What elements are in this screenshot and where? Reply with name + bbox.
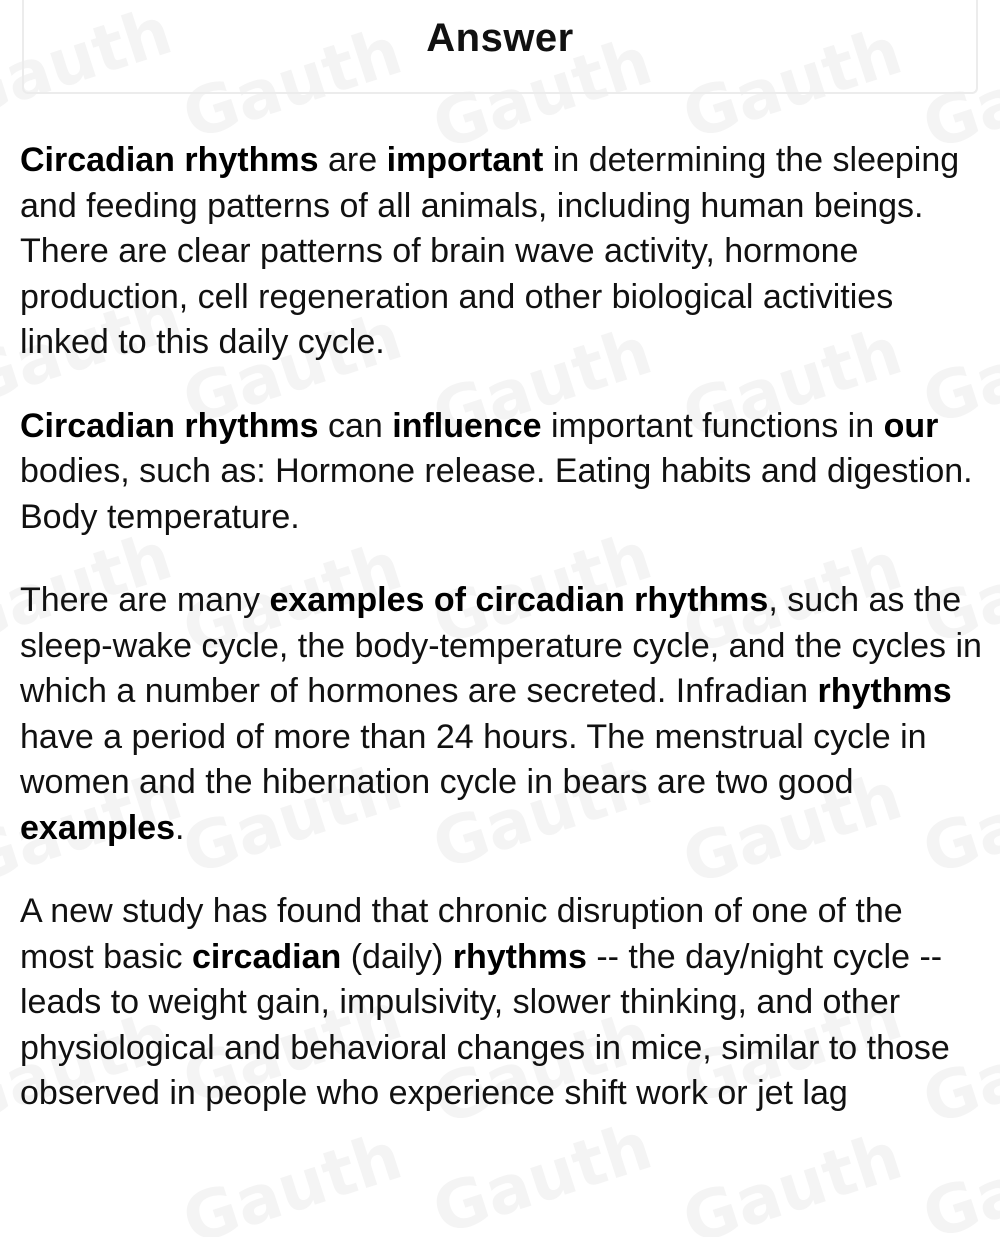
bold-phrase: influence: [392, 406, 542, 445]
bold-phrase: Circadian rhythms: [20, 141, 319, 179]
bold-phrase: our: [883, 406, 939, 445]
text-run: have a period of more than 24 hours. The menstrual cycle in women and the hibernation cycle in bears are two good: [20, 717, 927, 801]
bold-phrase: Circadian rhythms: [20, 406, 319, 445]
text-run: There are many: [20, 581, 270, 619]
bold-phrase: important: [386, 141, 544, 179]
bold-phrase: rhythms: [452, 937, 587, 976]
page-title: Answer: [426, 16, 574, 60]
text-run: are: [318, 141, 387, 179]
text-run: , such as the sleep-wake cycle, the body-temperature cycle, and the cycles in which a number of hormones are secreted. Infradian: [20, 581, 982, 710]
text-run: important functions in: [541, 406, 884, 445]
answer-paragraph: [20, 138, 982, 366]
text-run: .: [175, 808, 185, 847]
text-run: can: [318, 406, 393, 445]
answer-paragraph: [20, 404, 982, 541]
text-run: -- the day/night cycle -- leads to weight gain, impulsivity, slower thinking, and other physiological and behavioral changes in mice, similar to those observed in people who experience shift work or jet lag: [20, 937, 950, 1112]
bold-phrase: examples of circadian rhythms: [269, 581, 769, 619]
text-run: (daily): [341, 937, 453, 976]
answer-paragraph: [20, 578, 982, 851]
answer-body: [20, 138, 982, 1155]
answer-header: [22, 0, 978, 94]
text-run: bodies, such as: Hormone release. Eating habits and digestion. Body temperature.: [20, 452, 973, 536]
bold-phrase: rhythms: [817, 672, 952, 710]
bold-phrase: examples: [20, 808, 175, 847]
text-run: in determining the sleeping and feeding patterns of all animals, including human beings. There are clear patterns of brain wave activity, hormone production, cell regeneration and other biological activities linked to this daily cycle.: [20, 141, 960, 361]
bold-phrase: circadian: [191, 937, 342, 976]
text-run: A new study has found that chronic disruption of one of the most basic: [20, 892, 903, 976]
answer-paragraph: [20, 889, 982, 1117]
